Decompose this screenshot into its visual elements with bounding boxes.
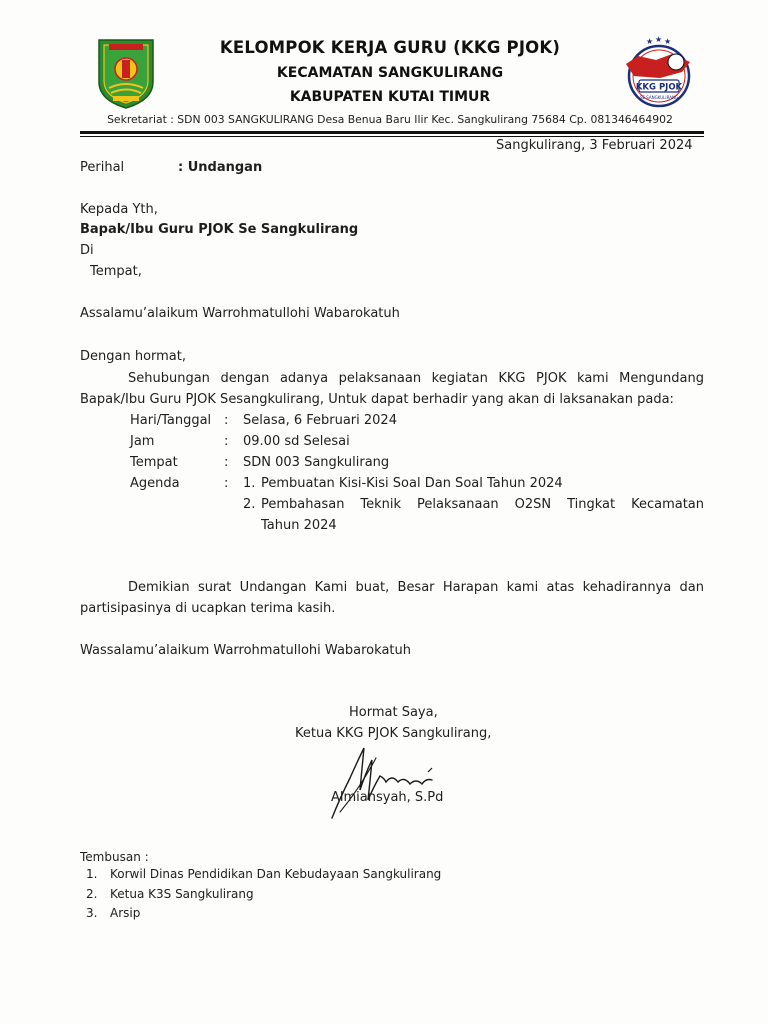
recipient-name: Bapak/Ibu Guru PJOK Se Sangkulirang xyxy=(80,222,359,237)
agenda-item-continued: Tahun 2024 xyxy=(261,518,337,533)
letterhead-rule-thin xyxy=(80,136,704,137)
agenda-item: Pembahasan Teknik Pelaksanaan O2SN Tingkat Kecamatan xyxy=(261,497,704,512)
recipient-greeting: Kepada Yth, xyxy=(80,202,158,217)
closing-salam: Wassalamu’alaikum Warrohmatullohi Wabarokatuh xyxy=(80,643,411,658)
recipient-di: Di xyxy=(80,243,94,258)
svg-text:★: ★ xyxy=(664,37,672,46)
agenda-number: 2. xyxy=(243,497,256,512)
closing-line-2: partisipasinya di ucapkan terima kasih. xyxy=(80,601,336,616)
detail-label: Agenda xyxy=(130,476,180,491)
cc-item: Arsip xyxy=(110,906,141,920)
detail-label: Hari/Tanggal xyxy=(130,413,212,428)
agenda-item: Pembuatan Kisi-Kisi Soal Dan Soal Tahun 2024 xyxy=(261,476,563,491)
cc-item: Korwil Dinas Pendidikan Dan Kebudayaan Sangkulirang xyxy=(110,867,442,881)
svg-text:★: ★ xyxy=(646,37,654,46)
subject-label: Perihal xyxy=(80,160,125,175)
detail-colon: : xyxy=(224,413,229,428)
regency-name: KABUPATEN KUTAI TIMUR xyxy=(289,89,491,105)
signer-name: Almiansyah, S.Pd xyxy=(331,790,444,805)
kkg-pjok-logo-icon xyxy=(620,36,698,110)
detail-label: Tempat xyxy=(130,455,178,470)
letter-date: Sangkulirang, 3 Februari 2024 xyxy=(496,138,693,153)
letterhead-rule-thick xyxy=(80,131,704,134)
detail-label: Jam xyxy=(130,434,155,449)
signature-respect: Hormat Saya, xyxy=(349,705,438,720)
opening-salam: Assalamu’alaikum Warrohmatullohi Wabarokatuh xyxy=(80,306,400,321)
body-paragraph-line-1: Sehubungan dengan adanya pelaksanaan kegiatan KKG PJOK kami Mengundang xyxy=(128,371,704,386)
agenda-number: 1. xyxy=(243,476,256,491)
detail-colon: : xyxy=(224,476,229,491)
cc-item: Ketua K3S Sangkulirang xyxy=(110,887,254,901)
detail-colon: : xyxy=(224,455,229,470)
org-name: KELOMPOK KERJA GURU (KKG PJOK) xyxy=(219,38,561,57)
svg-text:SE SANGKULIRANG: SE SANGKULIRANG xyxy=(639,95,679,100)
closing-line-1: Demikian surat Undangan Kami buat, Besar Harapan kami atas kehadirannya dan xyxy=(128,580,704,595)
cc-title: Tembusan : xyxy=(80,850,149,864)
detail-value: SDN 003 Sangkulirang xyxy=(243,455,390,470)
recipient-place: Tempat, xyxy=(90,264,142,279)
detail-value: Selasa, 6 Februari 2024 xyxy=(243,413,397,428)
body-opening: Dengan hormat, xyxy=(80,349,187,364)
cc-number: 3. xyxy=(86,906,98,920)
handwritten-signature-icon xyxy=(320,738,470,828)
secretariat-address: Sekretariat : SDN 003 SANGKULIRANG Desa Benua Baru Ilir Kec. Sangkulirang 75684 Cp. 081346464902 xyxy=(107,113,673,126)
svg-text:★: ★ xyxy=(655,36,663,44)
logo-right-label: KKG PJOK xyxy=(635,82,683,93)
subject-value: : Undangan xyxy=(178,160,263,175)
cc-number: 2. xyxy=(86,887,98,901)
signature-position: Ketua KKG PJOK Sangkulirang, xyxy=(295,726,492,741)
cc-number: 1. xyxy=(86,867,98,881)
detail-value: 09.00 sd Selesai xyxy=(243,434,350,449)
body-paragraph-line-2: Bapak/Ibu Guru PJOK Sesangkulirang, Untuk dapat berhadir yang akan di laksanakan pada: xyxy=(80,392,674,407)
detail-colon: : xyxy=(224,434,229,449)
district-name: KECAMATAN SANGKULIRANG xyxy=(276,65,504,81)
